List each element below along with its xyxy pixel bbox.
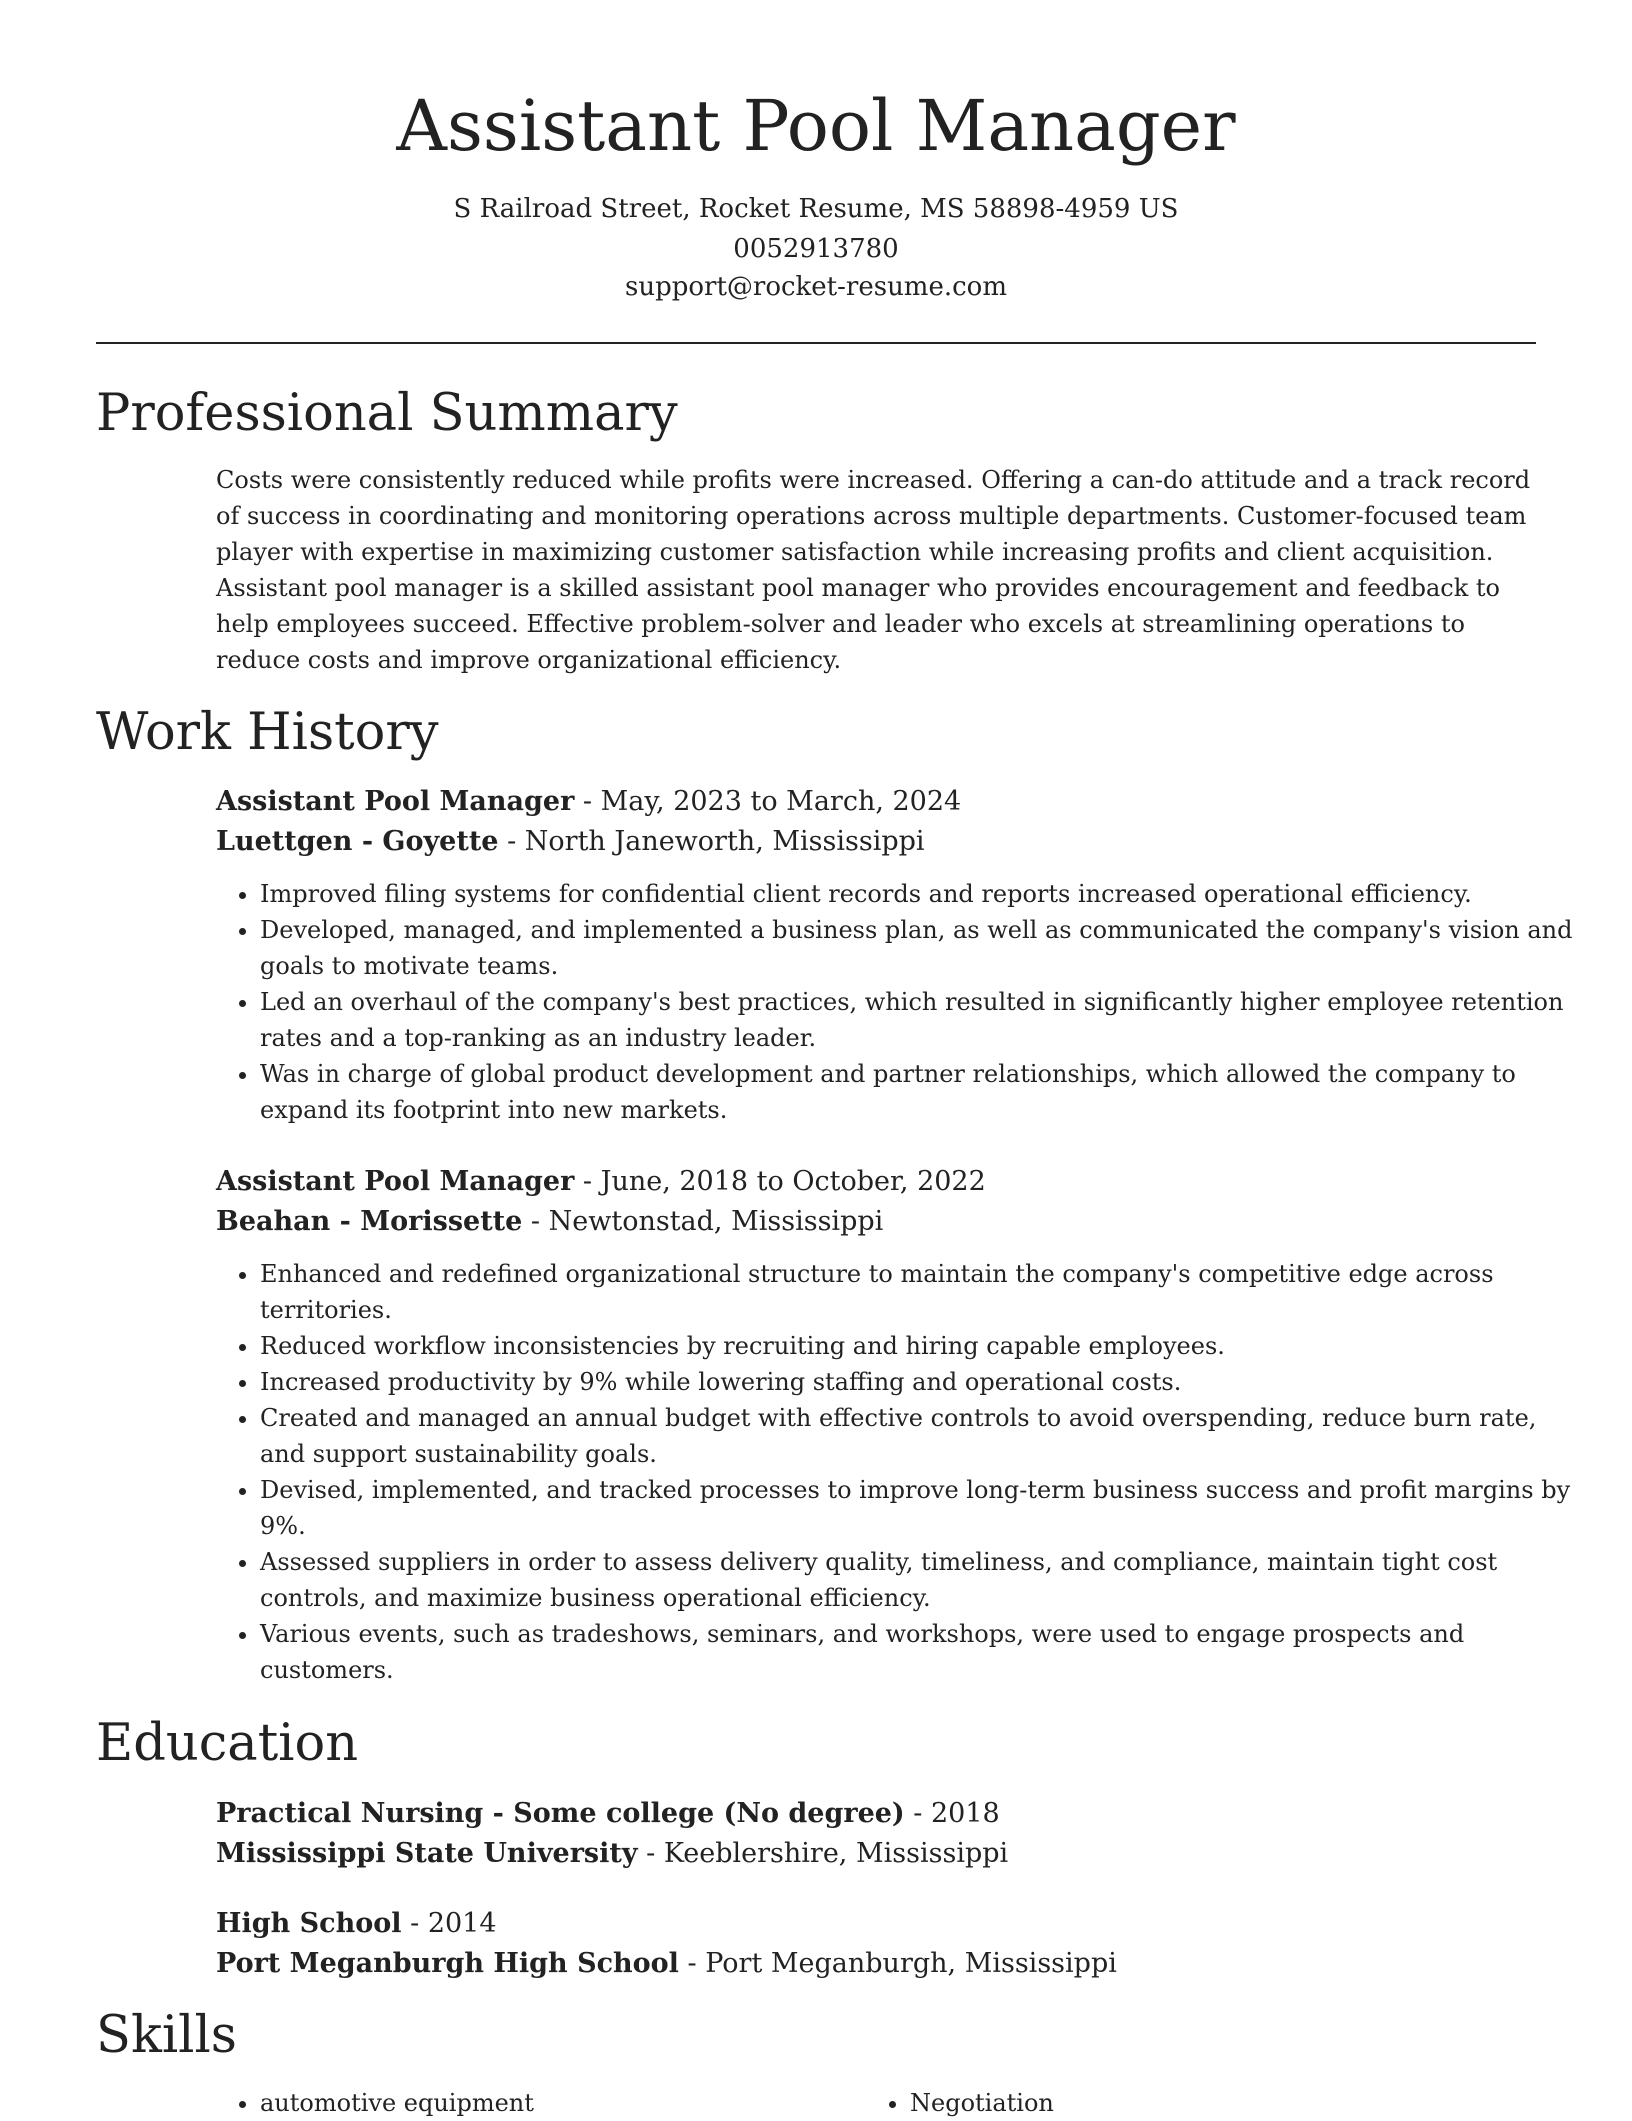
job-position: Assistant Pool Manager xyxy=(216,1166,575,1197)
contact-phone: 0052913780 xyxy=(733,234,899,264)
education-school: Port Meganburgh High School xyxy=(216,1948,679,1979)
job-company: Luettgen - Goyette xyxy=(216,826,499,857)
skills-list-right xyxy=(866,2085,1510,2121)
job-bullet: • Led an overhaul of the company's best practices, which resulted in significantly higher employee retention rates and a top-ranking as an industry leader. xyxy=(260,984,1580,1056)
job-bullet: • Various events, such as tradeshows, seminars, and workshops, were used to engage prospects and customers. xyxy=(260,1616,1580,1688)
education-year: - 2018 xyxy=(904,1798,1000,1829)
job-title-line xyxy=(216,782,1536,822)
education-degree: Practical Nursing - Some college (No degree) xyxy=(216,1798,905,1829)
job-location: - Newtonstad, Mississippi xyxy=(522,1206,884,1237)
job-bullet: • Improved filing systems for confidential client records and reports increased operational efficiency. xyxy=(260,876,1580,912)
education-degree: High School xyxy=(216,1908,402,1939)
job-bullet: • Was in charge of global product development and partner relationships, which allowed the company to expand its footprint into new markets. xyxy=(260,1056,1580,1128)
education-location: - Keeblershire, Mississippi xyxy=(637,1838,1009,1869)
work-history-heading: Work History xyxy=(96,703,439,762)
skills-heading: Skills xyxy=(96,2006,237,2065)
job-company-line xyxy=(216,822,1536,862)
job-bullet: • Created and managed an annual budget with effective controls to avoid overspending, reduce burn rate, and support sustainability goals. xyxy=(260,1400,1580,1472)
job-title-line xyxy=(216,1162,1536,1202)
education-location: - Port Meganburgh, Mississippi xyxy=(678,1948,1117,1979)
job-bullet: • Increased productivity by 9% while lowering staffing and operational costs. xyxy=(260,1364,1580,1400)
skill-item: • automotive equipment xyxy=(260,2085,860,2121)
job-company-line xyxy=(216,1202,1536,1242)
job-bullets xyxy=(216,1256,1580,1688)
job-bullets xyxy=(216,876,1580,1128)
education-year: - 2014 xyxy=(401,1908,497,1939)
contact-address: S Railroad Street, Rocket Resume, MS 58898-4959 US xyxy=(453,194,1179,224)
job-bullet: • Reduced workflow inconsistencies by recruiting and hiring capable employees. xyxy=(260,1328,1580,1364)
education-school-line xyxy=(216,1944,1536,1984)
job-bullet: • Enhanced and redefined organizational structure to maintain the company's competitive edge across territories. xyxy=(260,1256,1580,1328)
education-school: Mississippi State University xyxy=(216,1838,638,1869)
candidate-name: Assistant Pool Manager xyxy=(396,85,1236,167)
job-bullet: • Assessed suppliers in order to assess delivery quality, timeliness, and compliance, maintain tight cost controls, and maximize business operational efficiency. xyxy=(260,1544,1580,1616)
education-degree-line xyxy=(216,1904,1536,1944)
summary-heading: Professional Summary xyxy=(96,384,678,443)
skills-list-left xyxy=(216,2085,860,2121)
education-heading: Education xyxy=(96,1714,359,1773)
job-dates: - May, 2023 to March, 2024 xyxy=(574,786,962,817)
education-degree-line xyxy=(216,1794,1536,1834)
job-location: - North Janeworth, Mississippi xyxy=(498,826,925,857)
job-bullet: • Developed, managed, and implemented a business plan, as well as communicated the company's vision and goals to motivate teams. xyxy=(260,912,1580,984)
job-bullet: • Devised, implemented, and tracked processes to improve long-term business success and profit margins by 9%. xyxy=(260,1472,1580,1544)
education-school-line xyxy=(216,1834,1536,1874)
summary-text: Costs were consistently reduced while profits were increased. Offering a can-do attitude and a track record of success in coordinating and monitoring operations across multiple departments. Customer-focused team player with expertise in maximizing customer satisfaction while increasing profits and client acquisition. Assistant pool manager is a skilled assistant pool manager who provides encouragement and feedback to help employees succeed. Effective problem-solver and leader who excels at streamlining operations to reduce costs and improve organizational efficiency. xyxy=(216,466,1531,674)
skill-item: • Negotiation xyxy=(910,2085,1510,2121)
contact-email: support@rocket-resume.com xyxy=(624,272,1007,302)
job-dates: - June, 2018 to October, 2022 xyxy=(574,1166,986,1197)
job-position: Assistant Pool Manager xyxy=(216,786,575,817)
job-company: Beahan - Morissette xyxy=(216,1206,523,1237)
header-divider xyxy=(96,342,1536,344)
